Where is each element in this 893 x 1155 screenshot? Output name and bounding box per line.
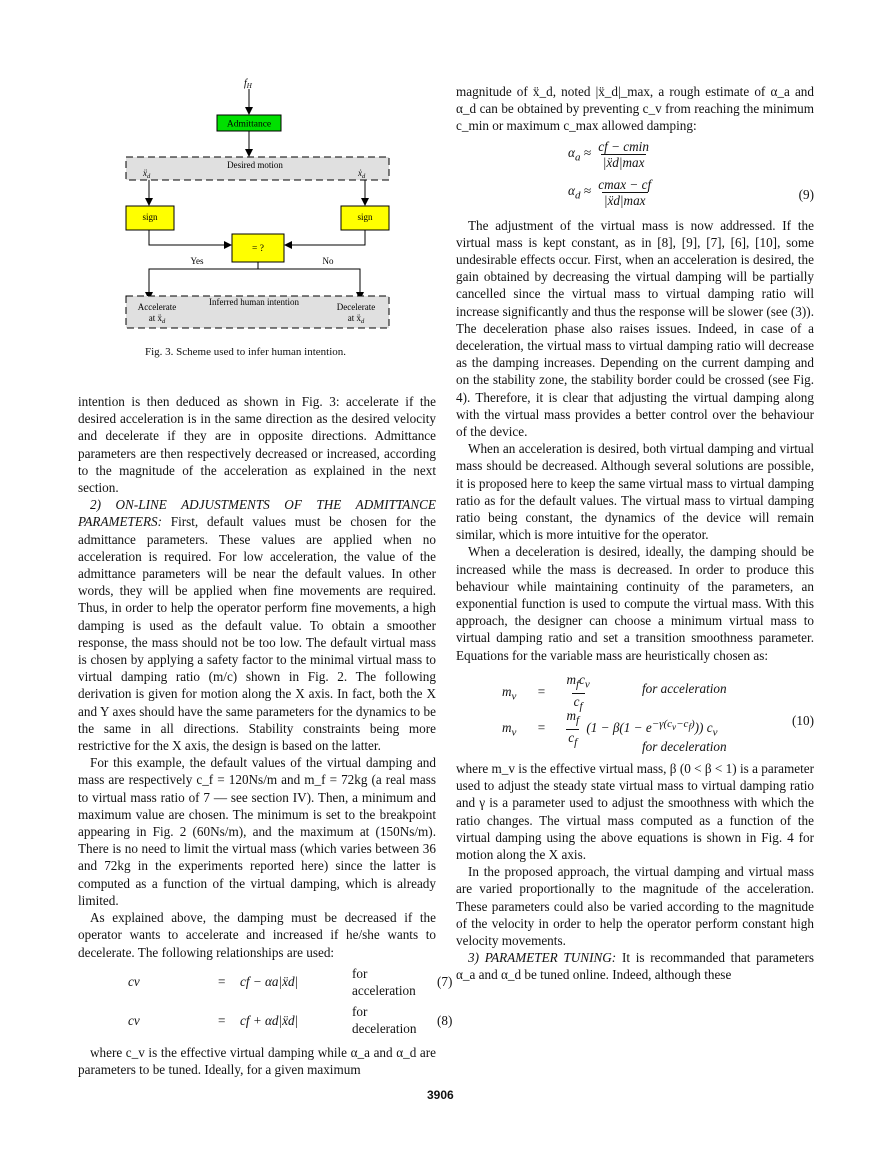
accelerate-at-label: at ẍ$_d$ — [148, 313, 166, 325]
eq8-condition: for deceleration — [352, 1004, 417, 1037]
right-paragraph-1: magnitude of ẍ_d, noted |ẍ_d|_max, a rough estimate of α_a and α_d can be obtained by preventing c_v from reaching the minimum c_min or maximum c_max allowed damping: — [456, 84, 814, 134]
eq7-lhs: cv — [128, 974, 140, 990]
left-paragraph-1: intention is then deduced as shown in Fig. 3: accelerate if the desired acceleration is in the same direction as the desired velocity and decelerate if they are in opposite directions. Admittance parameters are then respectively decreased or increased, according to the magnitude of the acceleration as explained in the next section. — [78, 394, 436, 496]
left-paragraph-2: 2) ON-LINE ADJUSTMENTS OF THE ADMITTANCE PARAMETERS: First, default values must be chosen for the admittance parameters. These values are applied when no acceleration is required. For low acceleration, the value of the admittance parameters will be near the default values. In other words, they will be applied when fine movements are required. Thus, in order to help the operator perform fine movements, a high damping is used as the default value. To obtain a smoother response, the mass should not be too low. The default virtual mass is chosen by applying a safety factor to the minimal virtual mass to virtual damping ratio (m/c) shown in Fig. 2. The following derivation is given for motion along the X axis. In fact, both the X and Y axes should have the same parameters for the dynamics to be the same in all directions. Stability constraints being more restrictive for the X axis, the design is based on the latter. — [78, 497, 436, 754]
eq7-rhs: cf − αa|ẍd| — [240, 974, 299, 990]
accelerate-label: Accelerate — [137, 302, 177, 312]
eq8-lhs: cv — [128, 1012, 140, 1028]
section-heading-online-adjustments: 2) ON-LINE ADJUSTMENTS OF THE ADMITTANCE PARAMETERS: — [78, 497, 436, 530]
right-paragraph-4: When a deceleration is desired, ideally, the damping should be increased while the mass is decreased. In order to produce this behaviour while maintaining continuity of the parameters, an exponential function is used to compute the virtual mass. With this approach, the designer can choose a minimum virtual mass to virtual damping ratio and set a transition smoothness parameter. Equations for the variable mass are heuristically chosen as: — [456, 544, 814, 663]
page-number: 3906 — [427, 1088, 454, 1102]
eq9-a-denominator: |ẍd|max — [602, 154, 645, 170]
eq9-d-numerator: cmax − cf — [598, 176, 652, 192]
right-paragraph-3: When an acceleration is desired, both virtual damping and virtual mass should be decreased. Although several solutions are possible, it is proposed here to keep the same virtual mass to virtual damping ratio as for the default values. The virtual mass to virtual damping ratio being constant, the dynamics of the device will remain similar, which is more intuitive for the operator. — [456, 441, 814, 543]
eq9-d-denominator: |ẍd|max — [603, 192, 646, 208]
xd-right-label: ẋ$_d$ — [358, 168, 366, 180]
yes-label: Yes — [190, 256, 204, 266]
eq9-number: (9) — [798, 186, 814, 202]
left-column — [78, 393, 453, 1078]
admittance-label: Admittance — [226, 119, 272, 130]
compare-label: = ? — [252, 244, 264, 254]
eq10-condition-deceleration: for deceleration — [642, 738, 727, 754]
desired-motion-label: Desired motion — [227, 160, 283, 170]
eq10-condition-acceleration: for acceleration — [642, 680, 727, 696]
no-label: No — [322, 256, 334, 266]
right-paragraph-7: 3) PARAMETER TUNING: It is recommanded that parameters α_a and α_d be tuned online. Indeed, although these — [456, 950, 815, 983]
left-paragraph-4: As explained above, the damping must be decreased if the operator wants to accelerate and increased if he/she wants to decelerate. The following relationships are used: — [78, 910, 436, 960]
eq7-condition: for acceleration — [352, 965, 416, 998]
right-paragraph-6: In the proposed approach, the virtual damping and virtual mass are varied proportionally to the magnitude of the acceleration. These parameters could also be varied according to the magnitude of the velocity in order to help the operator perform constant high velocity movements. — [456, 864, 814, 948]
eq10-number: (10) — [792, 712, 814, 728]
figure-caption: Fig. 3. Scheme used to infer human intention. — [145, 346, 347, 358]
input-label: $f_H$ — [244, 78, 252, 90]
eq7-number: (7) — [437, 974, 453, 990]
right-paragraph-5: where m_v is the effective virtual mass, β (0 < β < 1) is a parameter used to adjust the steady state virtual mass to virtual damping ratio and γ is a parameter used to adjust the smoothness with which the ratio changes. The virtual mass computed as a function of the virtual damping using the above equations is shown in Fig. 4 for motion along the X axis. — [456, 760, 814, 862]
xdd-left-label: ẍ$_d$ — [143, 168, 151, 180]
equations-7-8: cv = cf − αa|ẍd| for acceleration (7) cv = cf + αd|ẍd| for deceleration (8) — [128, 965, 453, 1037]
decelerate-at-label: at ẍ$_d$ — [347, 313, 365, 325]
section-heading-parameter-tuning: 3) PARAMETER TUNING: — [468, 950, 617, 966]
left-paragraph-5: where c_v is the effective virtual damping while α_a and α_d are parameters to be tuned. Ideally, for a given maximum — [78, 1044, 436, 1077]
left-paragraph-3: For this example, the default values of the virtual damping and mass are respectively c_f = 120Ns/m and m_f = 72kg (a real mass to virtual mass ratio of 7 — see section IV). Then, a minimum and maximum value are chosen. The minimum is set to the breakpoint appearing in Fig. 2 (60Ns/m), and the maximum at (150Ns/m). There is no need to limit the virtual mass (which varies between 36 and 72kg in the experiments reported here) since the latter is computed as a function of the virtual damping, which is already limited. — [78, 755, 436, 908]
sign-left-label: sign — [142, 212, 158, 222]
right-paragraph-2: The adjustment of the virtual mass is now addressed. If the virtual mass is kept constant, as in [8], [9], [7], [6], [10], some undesirable effects occur. First, when an acceleration is desired, the gain obtained by decreasing the virtual damping will be partially cancelled since the virtual mass to virtual damping ratio will increase significantly and thus the response will be slower (see (3)). The deceleration phase also raises issues. Indeed, in case of a deceleration, the virtual mass to virtual damping ratio will decrease as the damping increases. Depending on the current damping and on the stability zone, the stability border could be crossed (see Fig. 4). Therefore, it is clear that adjusting the virtual damping along with the virtual mass provides a better control over the behaviour of the device. — [456, 217, 814, 440]
equation-9: $\alpha_a$ ≈ $\frac{cf - cmin}{\text{|ẍd|max}}$ $\alpha_d$ ≈ $\frac{cmax - cf}{\text{|ẍd|max}}$ (9) — [456, 137, 814, 213]
right-column — [456, 83, 814, 984]
decelerate-label: Decelerate — [336, 302, 376, 312]
eq8-rhs: cf + αd|ẍd| — [240, 1012, 299, 1028]
eq8-number: (8) — [437, 1012, 453, 1028]
inferred-label: Inferred human intention — [209, 297, 299, 307]
equation-10: $m_v$ = $\frac{m_fc_v}{c_f}$ for acceleration $m_v$ = $\frac{m_f}{c_f}$ $(1 - \beta(1 - e^{-\gamma(c_v-c_f)}))$ $c_v$ (10) for deceleration — [502, 671, 814, 754]
sign-right-label: sign — [357, 212, 373, 222]
eq9-a-numerator: cf − cmin — [598, 138, 649, 154]
